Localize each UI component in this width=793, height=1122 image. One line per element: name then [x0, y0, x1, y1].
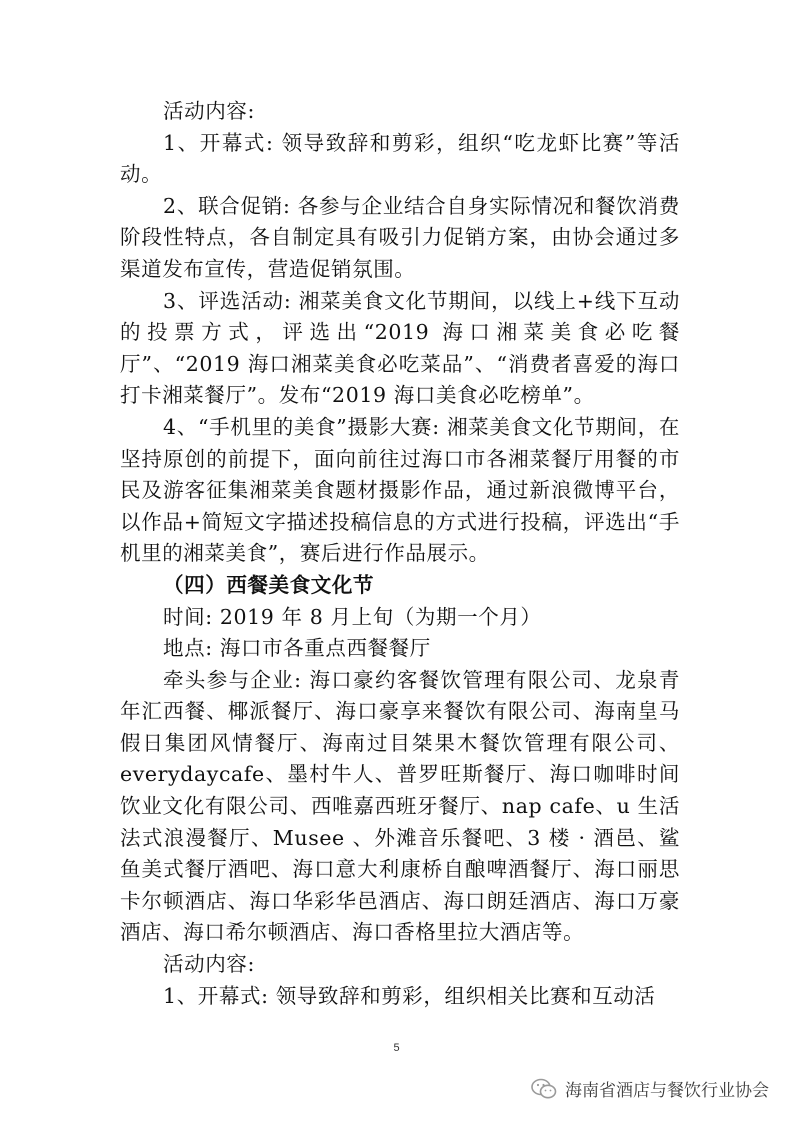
- paragraph-location: 地点: 海口市各重点西餐餐厅: [163, 636, 431, 661]
- watermark-text: 海南省酒店与餐饮行业协会: [565, 1081, 769, 1101]
- watermark: [531, 1076, 769, 1101]
- document-body: [120, 96, 680, 1012]
- wechat-icon: [531, 1078, 557, 1100]
- paragraph-activity-content-label-2: 活动内容:: [163, 952, 255, 977]
- paragraph-joint-promotion: 2、联合促销: 各参与企业结合自身实际情况和餐饮消费阶段性特点，各自制定具有吸引力促销方案，由协会通过多渠道发布宣传，营造促销氛围。: [120, 193, 680, 281]
- paragraph-participating-companies: 牵头参与企业: 海口豪约客餐饮管理有限公司、龙泉青年汇西餐、椰派餐厅、海口豪享来餐饮有限公司、海南皇马假日集团风情餐厅、海南过目桀果木餐饮管理有限公司、everydaycafe、墨村牛人、普罗旺斯餐厅、海口咖啡时间饮业文化有限公司、西唯嘉西班牙餐厅、nap cafe、u 生活法式浪漫餐厅、Musee 、外滩音乐餐吧、3 楼 · 酒邑、鲨鱼美式餐厅酒吧、海口意大利康桥自酿啤酒餐厅、海口丽思卡尔顿酒店、海口华彩华邑酒店、海口朗廷酒店、海口万豪酒店、海口希尔顿酒店、海口香格里拉大酒店等。: [120, 667, 680, 945]
- paragraph-activity-content-label: 活动内容:: [163, 99, 255, 123]
- paragraph-opening-ceremony-2: 1、开幕式: 领导致辞和剪彩，组织相关比赛和互动活: [163, 983, 656, 1008]
- paragraph-opening-ceremony: 1、开幕式: 领导致辞和剪彩，组织“吃龙虾比赛”等活动。: [120, 130, 680, 187]
- paragraph-time: 时间: 2019 年 8 月上旬（为期一个月）: [163, 604, 542, 629]
- paragraph-selection-activity: 3、评选活动: 湘菜美食文化节期间，以线上+线下互动的投票方式，评选出“2019 海口湘菜美食必吃餐厅”、“2019 海口湘菜美食必吃菜品”、“消费者喜爱的海口打卡湘菜餐厅”。发布“2019 海口美食必吃榜单”。: [120, 288, 680, 408]
- page-number: 5: [393, 1042, 400, 1054]
- paragraph-photo-contest: 4、“手机里的美食”摄影大赛: 湘菜美食文化节期间，在坚持原创的前提下，面向前往过海口市各湘菜餐厅用餐的市民及游客征集湘菜美食题材摄影作品，通过新浪微博平台，以作品+简短文字描述投稿信息的方式进行投稿，评选出“手机里的湘菜美食”，赛后进行作品展示。: [120, 414, 680, 566]
- section-heading-western-food-festival: （四）西餐美食文化节: [163, 572, 375, 597]
